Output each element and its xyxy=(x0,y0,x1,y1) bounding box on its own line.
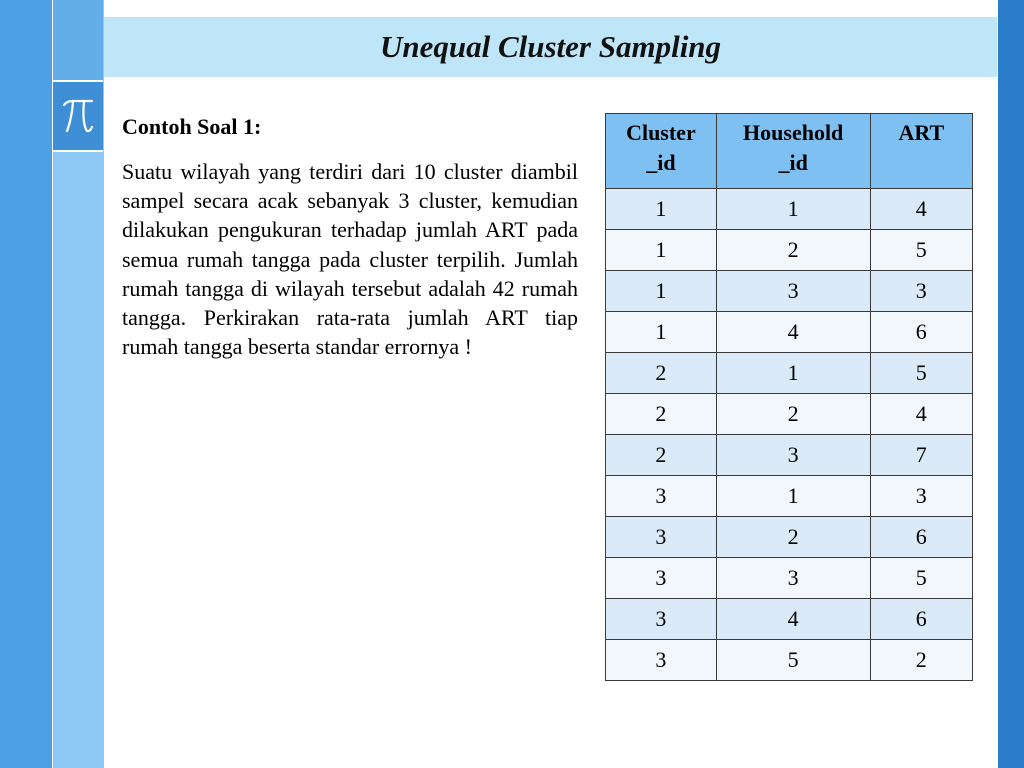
left-decor-top-block xyxy=(53,0,103,82)
header-household-id-label: Household _id xyxy=(743,120,844,175)
cell-household-id: 3 xyxy=(716,435,870,476)
header-cluster-id xyxy=(606,114,717,189)
cell-household-id: 2 xyxy=(716,230,870,271)
table-row xyxy=(606,353,973,394)
cell-household-id: 3 xyxy=(716,558,870,599)
title-bar xyxy=(104,17,997,77)
cell-art: 6 xyxy=(870,517,972,558)
cell-cluster-id: 3 xyxy=(606,517,717,558)
cell-cluster-id: 1 xyxy=(606,189,717,230)
cell-cluster-id: 1 xyxy=(606,230,717,271)
cell-art: 5 xyxy=(870,230,972,271)
table-row xyxy=(606,476,973,517)
cell-cluster-id: 2 xyxy=(606,394,717,435)
cell-art: 6 xyxy=(870,599,972,640)
cell-art: 5 xyxy=(870,558,972,599)
cell-art: 4 xyxy=(870,394,972,435)
pi-logo-box xyxy=(53,82,103,152)
cell-household-id: 4 xyxy=(716,599,870,640)
cell-household-id: 2 xyxy=(716,394,870,435)
problem-paragraph: Suatu wilayah yang terdiri dari 10 cluster diambil sampel secara acak sebanyak 3 cluster, kemudian dilakukan pengukuran terhadap jumlah ART pada semua rumah tangga pada cluster terpilih. Jumlah rumah tangga di wilayah tersebut adalah 42 rumah tangga. Perkirakan rata-rata jumlah ART tiap rumah tangga beserta standar errornya ! xyxy=(122,159,578,360)
cell-art: 4 xyxy=(870,189,972,230)
cell-household-id: 1 xyxy=(716,353,870,394)
header-cluster-id-label: Cluster _id xyxy=(626,120,696,175)
cell-household-id: 5 xyxy=(716,640,870,681)
table-body xyxy=(606,189,973,681)
data-table xyxy=(605,113,973,681)
cell-household-id: 2 xyxy=(716,517,870,558)
table-row xyxy=(606,189,973,230)
right-decor-strip xyxy=(996,0,1024,768)
cell-art: 6 xyxy=(870,312,972,353)
cell-art: 7 xyxy=(870,435,972,476)
table-row xyxy=(606,558,973,599)
header-art-label: ART xyxy=(898,120,945,145)
slide-title: Unequal Cluster Sampling xyxy=(379,29,722,64)
cell-household-id: 3 xyxy=(716,271,870,312)
table-row xyxy=(606,312,973,353)
cell-cluster-id: 2 xyxy=(606,435,717,476)
left-decor-strip xyxy=(0,0,52,768)
header-household-id xyxy=(716,114,870,189)
cell-art: 3 xyxy=(870,476,972,517)
table-row xyxy=(606,517,973,558)
cell-cluster-id: 2 xyxy=(606,353,717,394)
table-row xyxy=(606,230,973,271)
cell-cluster-id: 3 xyxy=(606,640,717,681)
cell-household-id: 1 xyxy=(716,476,870,517)
table-row xyxy=(606,271,973,312)
pi-icon xyxy=(61,96,95,136)
cell-household-id: 4 xyxy=(716,312,870,353)
table-row xyxy=(606,394,973,435)
table-header-row xyxy=(606,114,973,189)
cell-art: 5 xyxy=(870,353,972,394)
problem-subheading: Contoh Soal 1: xyxy=(122,114,262,139)
cell-cluster-id: 3 xyxy=(606,558,717,599)
table-row xyxy=(606,599,973,640)
problem-text-block xyxy=(122,114,578,361)
header-art xyxy=(870,114,972,189)
table-row xyxy=(606,435,973,476)
table-row xyxy=(606,640,973,681)
cell-cluster-id: 3 xyxy=(606,599,717,640)
cell-art: 3 xyxy=(870,271,972,312)
cell-cluster-id: 1 xyxy=(606,271,717,312)
cell-cluster-id: 3 xyxy=(606,476,717,517)
cell-cluster-id: 1 xyxy=(606,312,717,353)
cell-household-id: 1 xyxy=(716,189,870,230)
cell-art: 2 xyxy=(870,640,972,681)
